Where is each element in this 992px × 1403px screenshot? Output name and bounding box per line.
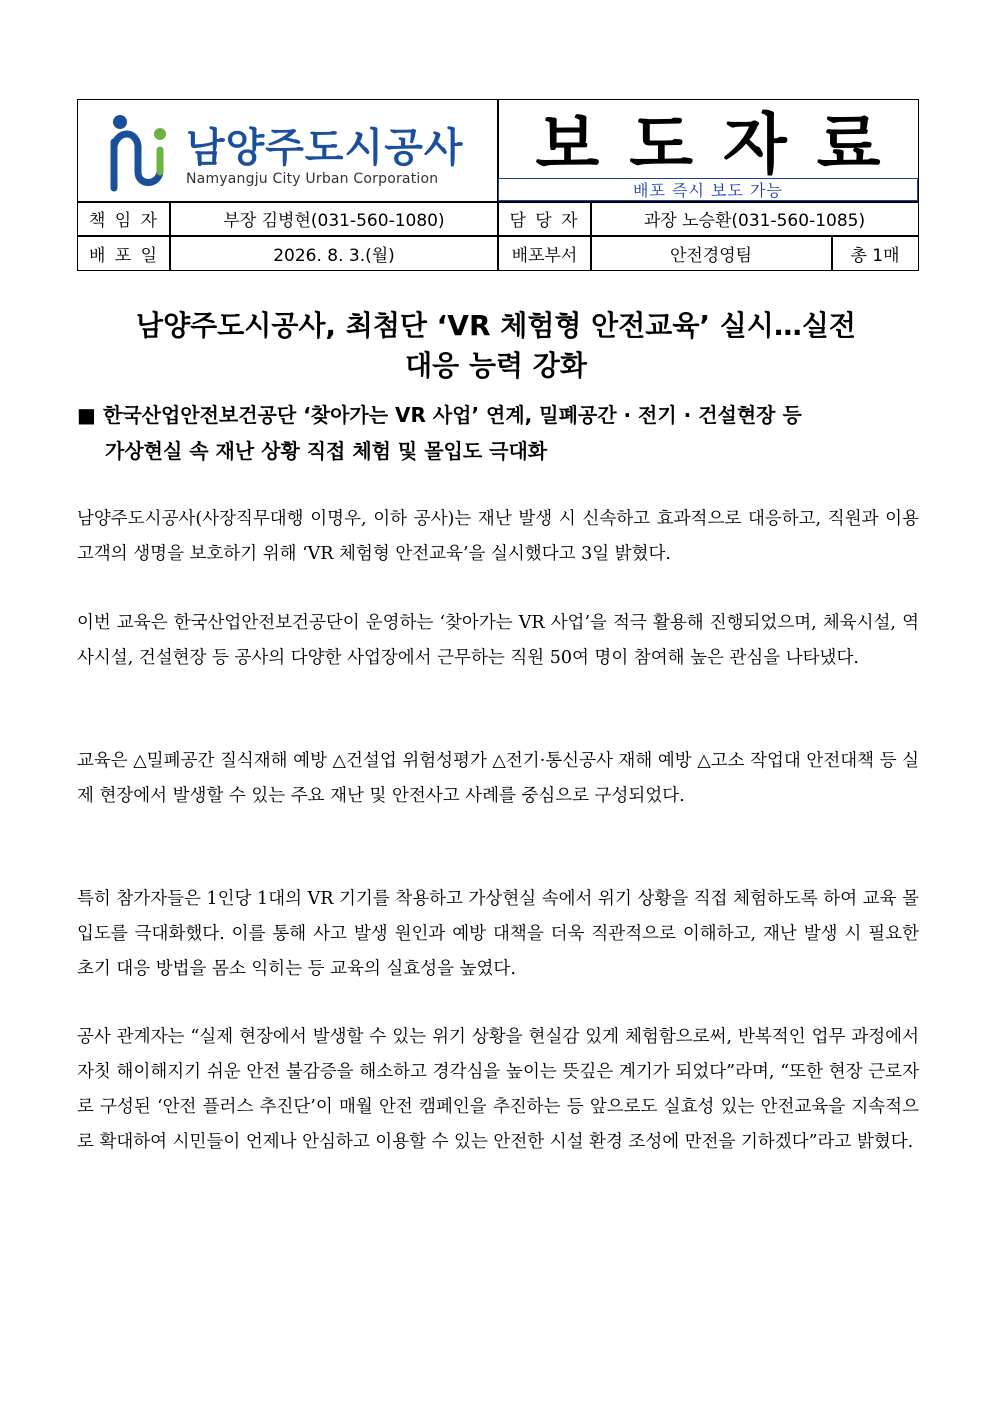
namyangju-logo-icon	[108, 112, 174, 192]
contact-value: 과장 노승환(031-560-1085)	[643, 211, 866, 231]
body-paragraph: 공사 관계자는 “실제 현장에서 발생할 수 있는 위기 상황을 현실감 있게 체험함으로써, 반복적인 업무 과정에서 자칫 해이해지기 쉬운 안전 불감증을 해소하고 경각심을 높이는 뜻깊은 계기가 되었다”라며, “또한 현장 근로자로 구성된 ‘안전 플러스 추진단’이 매월 안전 캠페인을 추진하는 등 앞으로도 실효성 있는 안전교육을 지속적으로 확대하여 시민들이 언제나 안심하고 이용할 수 있는 안전한 시설 환경 조성에 만전을 기하겠다”라고 밝혔다.	[77, 1027, 919, 1152]
release-date-label: 배 포 일	[88, 245, 160, 266]
body-paragraph: 남양주도시공사(사장직무대행 이명우, 이하 공사)는 재난 발생 시 신속하고 효과적으로 대응하고, 직원과 이용 고객의 생명을 보호하기 위해 ‘VR 체험형 안전교육’을 실시했다고 3일 밝혔다.	[77, 509, 919, 564]
subheadline-line-1: 한국산업안전보건공단 ‘찾아가는 VR 사업’ 연계, 밀폐공간 · 전기 · 건설현장 등	[103, 403, 802, 427]
body-paragraph: 이번 교육은 한국산업안전보건공단이 운영하는 ‘찾아가는 VR 사업’을 적극 활용해 진행되었으며, 체육시설, 역사시설, 건설현장 등 공사의 다양한 사업장에서 근무하는 직원 50여 명이 참여해 높은 관심을 나타냈다.	[77, 613, 919, 668]
page-count: 총 1매	[850, 245, 900, 266]
subheadline-line-2: 가상현실 속 재난 상황 직접 체험 및 몰입도 극대화	[105, 439, 548, 463]
body-paragraph: 교육은 △밀폐공간 질식재해 예방 △건설업 위험성평가 △전기·통신공사 재해 예방 △고소 작업대 안전대책 등 실제 현장에서 발생할 수 있는 주요 재난 및 안전사고 사례를 중심으로 구성되었다.	[77, 751, 919, 806]
header-table	[77, 99, 919, 271]
square-bullet-icon: ■	[77, 403, 96, 427]
headline-line-2: 대응 능력 강화	[405, 349, 587, 382]
headline-line-1: 남양주도시공사, 최첨단 ‘VR 체험형 안전교육’ 실시…실전	[136, 309, 856, 342]
headline	[60, 306, 932, 386]
logo-english-name: Namyangju City Urban Corporation	[186, 171, 439, 187]
department-label: 배포부서	[511, 245, 578, 266]
department-value: 안전경영팀	[669, 245, 753, 266]
logo-block	[78, 100, 498, 201]
embargo-notice: 배포 즉시 보도 가능	[498, 178, 918, 201]
release-date-value: 2026. 8. 3.(월)	[273, 245, 395, 266]
contact-label: 담 당 자	[509, 211, 580, 231]
subheadline	[77, 397, 919, 469]
press-release-title: 보도자료	[535, 105, 911, 183]
manager-label: 책 임 자	[88, 211, 160, 231]
logo-korean-name: 남양주도시공사	[186, 125, 464, 171]
body-paragraph: 특히 참가자들은 1인당 1대의 VR 기기를 착용하고 가상현실 속에서 위기 상황을 직접 체험하도록 하여 교육 몰입도를 극대화했다. 이를 통해 사고 발생 원인과 예방 대책을 더욱 직관적으로 이해하고, 재난 발생 시 필요한 초기 대응 방법을 몸소 익히는 등 교육의 실효성을 높였다.	[77, 889, 919, 979]
manager-value: 부장 김병현(031-560-1080)	[223, 211, 445, 231]
